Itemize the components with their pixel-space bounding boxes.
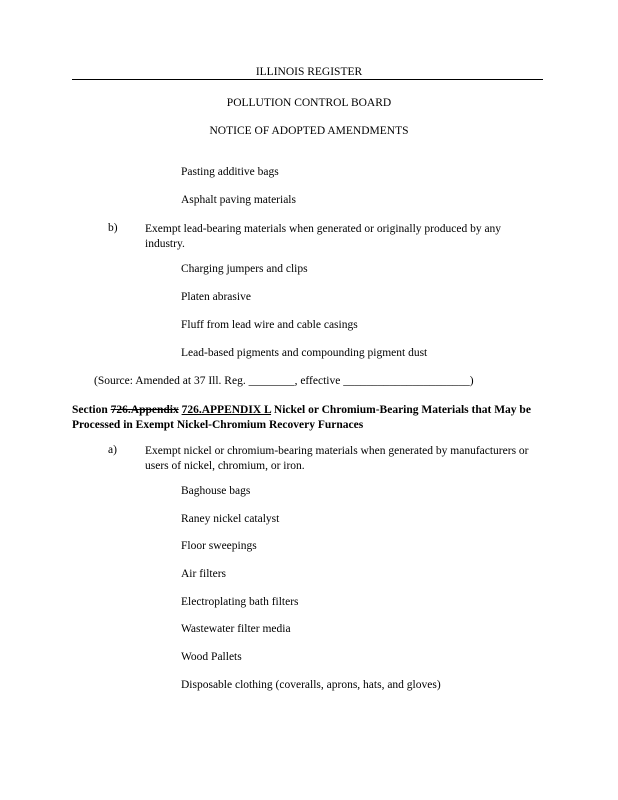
list-item: Pasting additive bags: [181, 166, 279, 178]
item-a-label: a): [108, 444, 117, 456]
struck-text: 726.Appendix: [110, 404, 179, 416]
section-prefix: Section: [72, 404, 111, 416]
list-item: Baghouse bags: [181, 485, 251, 497]
list-item: Charging jumpers and clips: [181, 263, 308, 275]
board-name: POLLUTION CONTROL BOARD: [226, 97, 392, 109]
list-item: Floor sweepings: [181, 540, 257, 552]
register-header: ILLINOIS REGISTER: [255, 66, 363, 78]
list-item: Disposable clothing (coveralls, aprons, hats, and gloves): [181, 679, 441, 691]
section-heading: [72, 403, 544, 433]
list-item: Asphalt paving materials: [181, 194, 296, 206]
list-item: Wastewater filter media: [181, 623, 291, 635]
list-item: Fluff from lead wire and cable casings: [181, 319, 358, 331]
added-text: 726.APPENDIX L: [181, 404, 272, 416]
header-rule: [72, 79, 543, 80]
item-b-text: Exempt lead-bearing materials when generated or originally produced by any industry.: [145, 223, 502, 250]
list-item: Raney nickel catalyst: [181, 513, 280, 525]
list-item: Platen abrasive: [181, 291, 251, 303]
list-item: Electroplating bath filters: [181, 596, 299, 608]
list-item: Wood Pallets: [181, 651, 242, 663]
item-b-label: b): [108, 222, 118, 234]
list-item: Air filters: [181, 568, 227, 580]
notice-title: NOTICE OF ADOPTED AMENDMENTS: [209, 125, 409, 137]
source-note: (Source: Amended at 37 Ill. Reg. ________, effective ______________________): [94, 375, 474, 387]
section-title: Nickel or Chromium-Bearing Materials that May be Processed in Exempt Nickel-Chromium Recovery Furnaces: [72, 404, 531, 431]
list-item: Lead-based pigments and compounding pigment dust: [181, 347, 428, 359]
item-a-text: Exempt nickel or chromium-bearing materials when generated by manufacturers or users of nickel, chromium, or iron.: [145, 445, 529, 472]
